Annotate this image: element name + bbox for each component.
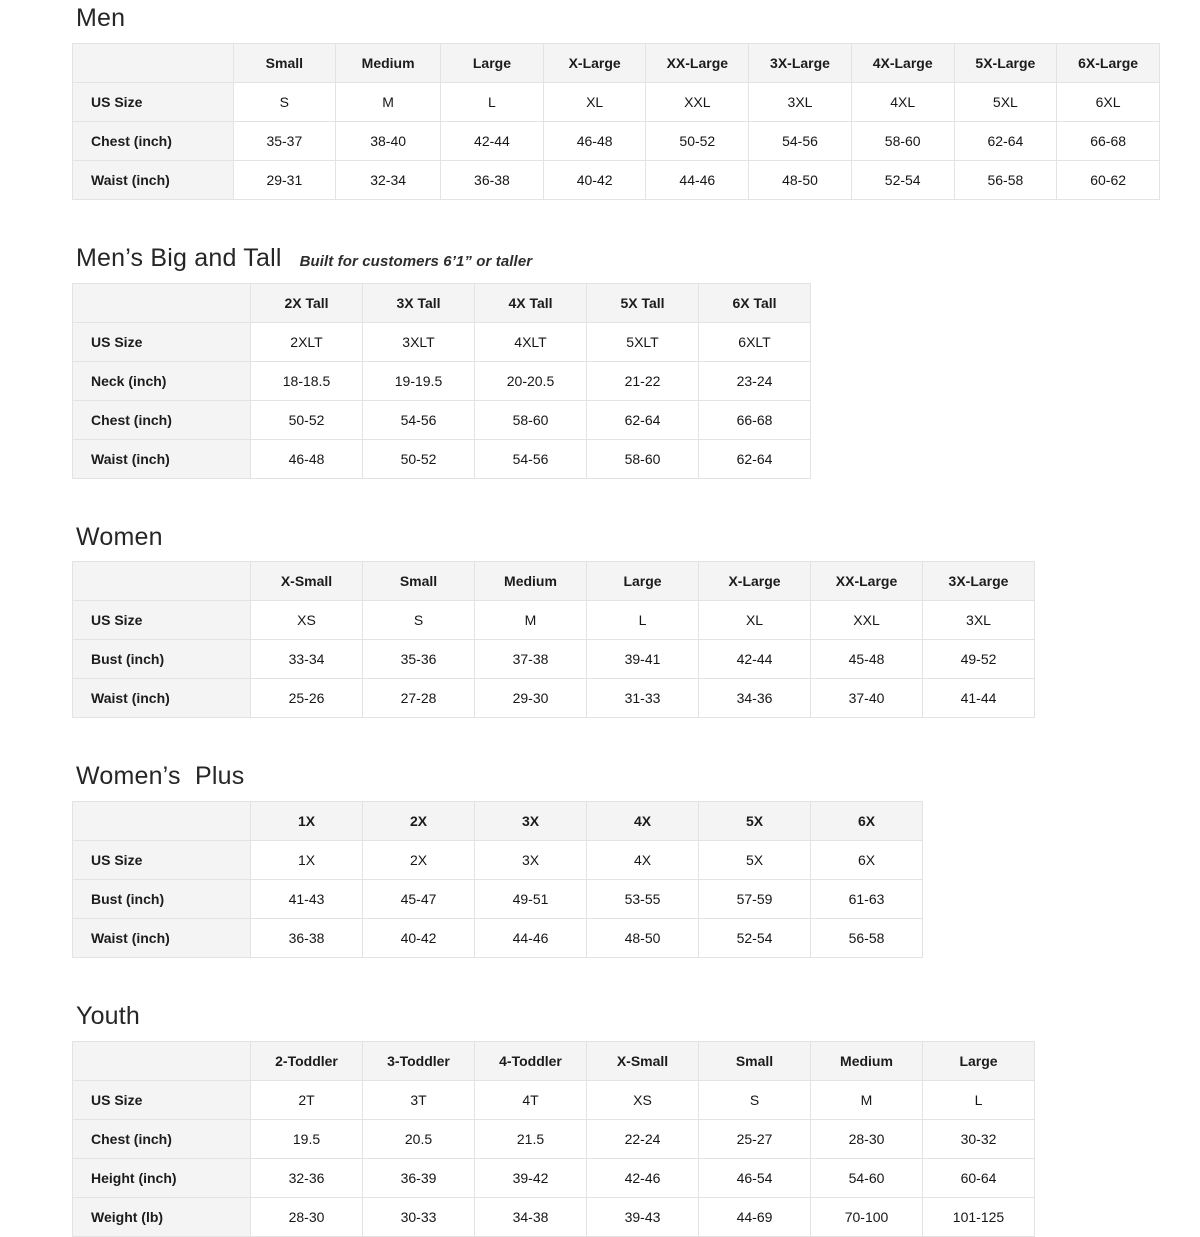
table-row bbox=[73, 400, 811, 439]
size-cell: 3XL bbox=[923, 601, 1035, 640]
column-header: 4X-Large bbox=[851, 43, 954, 82]
row-label: US Size bbox=[73, 841, 251, 880]
size-cell: 46-54 bbox=[699, 1158, 811, 1197]
size-cell: 27-28 bbox=[363, 679, 475, 718]
corner-cell bbox=[73, 1041, 251, 1080]
size-cell: 4XLT bbox=[475, 322, 587, 361]
size-table bbox=[72, 801, 923, 958]
row-label: Neck (inch) bbox=[73, 361, 251, 400]
size-cell: 101-125 bbox=[923, 1197, 1035, 1236]
size-cell: 60-64 bbox=[923, 1158, 1035, 1197]
size-cell: 3T bbox=[363, 1080, 475, 1119]
size-cell: 31-33 bbox=[587, 679, 699, 718]
column-header: X-Large bbox=[543, 43, 646, 82]
corner-cell bbox=[73, 562, 251, 601]
column-header: Large bbox=[587, 562, 699, 601]
size-cell: 52-54 bbox=[851, 160, 954, 199]
section-title-text: Women bbox=[76, 522, 163, 551]
size-cell: 56-58 bbox=[811, 919, 923, 958]
column-header: XX-Large bbox=[646, 43, 749, 82]
size-cell: 39-42 bbox=[475, 1158, 587, 1197]
section-subtitle: Built for customers 6’1” or taller bbox=[299, 252, 533, 270]
size-cell: 25-26 bbox=[251, 679, 363, 718]
size-cell: 49-51 bbox=[475, 880, 587, 919]
size-cell: 34-38 bbox=[475, 1197, 587, 1236]
size-cell: 54-56 bbox=[749, 121, 852, 160]
row-label: Chest (inch) bbox=[73, 1119, 251, 1158]
column-header: 6X-Large bbox=[1057, 43, 1160, 82]
table-row bbox=[73, 1158, 1035, 1197]
row-label: Waist (inch) bbox=[73, 919, 251, 958]
size-cell: 50-52 bbox=[646, 121, 749, 160]
size-cell: 30-32 bbox=[923, 1119, 1035, 1158]
size-cell: 44-46 bbox=[475, 919, 587, 958]
size-cell: 4T bbox=[475, 1080, 587, 1119]
size-cell: 45-48 bbox=[811, 640, 923, 679]
column-header: X-Small bbox=[251, 562, 363, 601]
column-header: Large bbox=[923, 1041, 1035, 1080]
size-cell: M bbox=[811, 1080, 923, 1119]
size-cell: 44-69 bbox=[699, 1197, 811, 1236]
row-label: Height (inch) bbox=[73, 1158, 251, 1197]
row-label: US Size bbox=[73, 1080, 251, 1119]
size-cell: 41-44 bbox=[923, 679, 1035, 718]
size-cell: 34-36 bbox=[699, 679, 811, 718]
size-cell: 2T bbox=[251, 1080, 363, 1119]
table-row bbox=[73, 880, 923, 919]
size-cell: 6XLT bbox=[699, 322, 811, 361]
size-cell: 19.5 bbox=[251, 1119, 363, 1158]
size-cell: 4XL bbox=[851, 82, 954, 121]
size-cell: 6X bbox=[811, 841, 923, 880]
size-cell: XL bbox=[543, 82, 646, 121]
size-cell: 41-43 bbox=[251, 880, 363, 919]
size-cell: 19-19.5 bbox=[363, 361, 475, 400]
table-row bbox=[73, 640, 1035, 679]
row-label: US Size bbox=[73, 601, 251, 640]
size-cell: 56-58 bbox=[954, 160, 1057, 199]
size-cell: 28-30 bbox=[251, 1197, 363, 1236]
section-title bbox=[76, 1002, 1160, 1031]
section-title-text: Men’s Big and Tall bbox=[76, 243, 282, 272]
size-cell: 39-41 bbox=[587, 640, 699, 679]
size-cell: 21-22 bbox=[587, 361, 699, 400]
column-header: 6X bbox=[811, 802, 923, 841]
size-table bbox=[72, 283, 811, 479]
column-header: Large bbox=[441, 43, 544, 82]
column-header: 3X bbox=[475, 802, 587, 841]
size-cell: 1X bbox=[251, 841, 363, 880]
size-cell: 29-31 bbox=[233, 160, 336, 199]
size-cell: 22-24 bbox=[587, 1119, 699, 1158]
column-header: XX-Large bbox=[811, 562, 923, 601]
size-cell: 58-60 bbox=[587, 439, 699, 478]
size-cell: 2X bbox=[363, 841, 475, 880]
size-cell: 40-42 bbox=[363, 919, 475, 958]
column-header: 2-Toddler bbox=[251, 1041, 363, 1080]
column-header: 2X bbox=[363, 802, 475, 841]
size-cell: 20.5 bbox=[363, 1119, 475, 1158]
table-header-row bbox=[73, 802, 923, 841]
size-cell: 62-64 bbox=[954, 121, 1057, 160]
table-row bbox=[73, 439, 811, 478]
size-cell: 48-50 bbox=[749, 160, 852, 199]
size-cell: 66-68 bbox=[1057, 121, 1160, 160]
size-cell: 30-33 bbox=[363, 1197, 475, 1236]
table-row bbox=[73, 121, 1160, 160]
row-label: Chest (inch) bbox=[73, 400, 251, 439]
size-cell: 70-100 bbox=[811, 1197, 923, 1236]
size-cell: 2XLT bbox=[251, 322, 363, 361]
column-header: 5X bbox=[699, 802, 811, 841]
size-cell: 54-56 bbox=[363, 400, 475, 439]
table-row bbox=[73, 841, 923, 880]
table-row bbox=[73, 919, 923, 958]
column-header: 3X-Large bbox=[749, 43, 852, 82]
size-section-mens-big-and-tall bbox=[72, 244, 1160, 479]
size-table bbox=[72, 43, 1160, 200]
size-cell: 50-52 bbox=[251, 400, 363, 439]
size-cell: 49-52 bbox=[923, 640, 1035, 679]
size-cell: 46-48 bbox=[251, 439, 363, 478]
size-cell: 25-27 bbox=[699, 1119, 811, 1158]
column-header: 4-Toddler bbox=[475, 1041, 587, 1080]
size-cell: 44-46 bbox=[646, 160, 749, 199]
size-cell: 62-64 bbox=[699, 439, 811, 478]
size-cell: 3X bbox=[475, 841, 587, 880]
size-cell: 20-20.5 bbox=[475, 361, 587, 400]
column-header: 4X Tall bbox=[475, 283, 587, 322]
size-cell: 40-42 bbox=[543, 160, 646, 199]
table-row bbox=[73, 1119, 1035, 1158]
column-header: X-Large bbox=[699, 562, 811, 601]
size-cell: 4X bbox=[587, 841, 699, 880]
size-cell: 33-34 bbox=[251, 640, 363, 679]
size-cell: 6XL bbox=[1057, 82, 1160, 121]
size-cell: 23-24 bbox=[699, 361, 811, 400]
row-label: US Size bbox=[73, 82, 234, 121]
size-section-womens-plus bbox=[72, 762, 1160, 958]
column-header: Medium bbox=[811, 1041, 923, 1080]
size-table bbox=[72, 1041, 1035, 1237]
size-cell: S bbox=[363, 601, 475, 640]
row-label: Bust (inch) bbox=[73, 640, 251, 679]
row-label: Waist (inch) bbox=[73, 439, 251, 478]
size-cell: M bbox=[475, 601, 587, 640]
column-header: Small bbox=[233, 43, 336, 82]
size-cell: L bbox=[923, 1080, 1035, 1119]
size-cell: 38-40 bbox=[336, 121, 441, 160]
size-cell: 57-59 bbox=[699, 880, 811, 919]
size-cell: 52-54 bbox=[699, 919, 811, 958]
size-cell: 36-38 bbox=[251, 919, 363, 958]
size-cell: 32-34 bbox=[336, 160, 441, 199]
column-header: Medium bbox=[475, 562, 587, 601]
size-cell: 58-60 bbox=[475, 400, 587, 439]
corner-cell bbox=[73, 802, 251, 841]
size-cell: 54-56 bbox=[475, 439, 587, 478]
table-row bbox=[73, 322, 811, 361]
row-label: US Size bbox=[73, 322, 251, 361]
table-row bbox=[73, 160, 1160, 199]
size-cell: 5X bbox=[699, 841, 811, 880]
size-cell: 3XL bbox=[749, 82, 852, 121]
size-cell: L bbox=[441, 82, 544, 121]
size-cell: 5XLT bbox=[587, 322, 699, 361]
column-header: 2X Tall bbox=[251, 283, 363, 322]
size-cell: S bbox=[699, 1080, 811, 1119]
size-cell: 62-64 bbox=[587, 400, 699, 439]
column-header: 5X Tall bbox=[587, 283, 699, 322]
column-header: Small bbox=[363, 562, 475, 601]
corner-cell bbox=[73, 283, 251, 322]
row-label: Waist (inch) bbox=[73, 679, 251, 718]
table-row bbox=[73, 361, 811, 400]
size-cell: XL bbox=[699, 601, 811, 640]
size-cell: S bbox=[233, 82, 336, 121]
table-row bbox=[73, 82, 1160, 121]
size-section-men bbox=[72, 4, 1160, 200]
column-header: X-Small bbox=[587, 1041, 699, 1080]
size-cell: 35-36 bbox=[363, 640, 475, 679]
size-cell: XS bbox=[587, 1080, 699, 1119]
size-cell: XXL bbox=[811, 601, 923, 640]
size-cell: 42-44 bbox=[699, 640, 811, 679]
column-header: 3-Toddler bbox=[363, 1041, 475, 1080]
row-label: Waist (inch) bbox=[73, 160, 234, 199]
column-header: 5X-Large bbox=[954, 43, 1057, 82]
size-cell: 21.5 bbox=[475, 1119, 587, 1158]
size-cell: 60-62 bbox=[1057, 160, 1160, 199]
size-cell: 45-47 bbox=[363, 880, 475, 919]
table-header-row bbox=[73, 562, 1035, 601]
column-header: Small bbox=[699, 1041, 811, 1080]
size-cell: 3XLT bbox=[363, 322, 475, 361]
table-row bbox=[73, 679, 1035, 718]
column-header: 6X Tall bbox=[699, 283, 811, 322]
table-row bbox=[73, 601, 1035, 640]
size-cell: 48-50 bbox=[587, 919, 699, 958]
size-cell: 58-60 bbox=[851, 121, 954, 160]
size-cell: 28-30 bbox=[811, 1119, 923, 1158]
size-cell: 61-63 bbox=[811, 880, 923, 919]
size-cell: 46-48 bbox=[543, 121, 646, 160]
size-cell: 37-40 bbox=[811, 679, 923, 718]
size-table bbox=[72, 561, 1035, 718]
table-header-row bbox=[73, 43, 1160, 82]
size-cell: 36-38 bbox=[441, 160, 544, 199]
section-title bbox=[76, 523, 1160, 552]
section-title bbox=[76, 762, 1160, 791]
table-row bbox=[73, 1197, 1035, 1236]
column-header: Medium bbox=[336, 43, 441, 82]
sections-container bbox=[72, 4, 1160, 1237]
corner-cell bbox=[73, 43, 234, 82]
size-cell: 36-39 bbox=[363, 1158, 475, 1197]
size-cell: 53-55 bbox=[587, 880, 699, 919]
size-section-women bbox=[72, 523, 1160, 719]
section-title-text: Youth bbox=[76, 1002, 141, 1030]
size-cell: 29-30 bbox=[475, 679, 587, 718]
section-title-text: Men bbox=[76, 4, 126, 32]
column-header: 3X-Large bbox=[923, 562, 1035, 601]
size-cell: 5XL bbox=[954, 82, 1057, 121]
table-row bbox=[73, 1080, 1035, 1119]
size-cell: 35-37 bbox=[233, 121, 336, 160]
size-cell: 32-36 bbox=[251, 1158, 363, 1197]
table-header-row bbox=[73, 1041, 1035, 1080]
column-header: 3X Tall bbox=[363, 283, 475, 322]
column-header: 4X bbox=[587, 802, 699, 841]
row-label: Weight (lb) bbox=[73, 1197, 251, 1236]
table-header-row bbox=[73, 283, 811, 322]
size-cell: 18-18.5 bbox=[251, 361, 363, 400]
section-title bbox=[76, 4, 1160, 33]
size-cell: 42-44 bbox=[441, 121, 544, 160]
row-label: Chest (inch) bbox=[73, 121, 234, 160]
size-cell: L bbox=[587, 601, 699, 640]
size-cell: XXL bbox=[646, 82, 749, 121]
size-cell: 39-43 bbox=[587, 1197, 699, 1236]
size-cell: 54-60 bbox=[811, 1158, 923, 1197]
column-header: 1X bbox=[251, 802, 363, 841]
row-label: Bust (inch) bbox=[73, 880, 251, 919]
section-title bbox=[76, 244, 1160, 273]
section-title-text: Women’s Plus bbox=[76, 762, 245, 791]
size-cell: 50-52 bbox=[363, 439, 475, 478]
size-cell: M bbox=[336, 82, 441, 121]
size-section-youth bbox=[72, 1002, 1160, 1237]
size-cell: 42-46 bbox=[587, 1158, 699, 1197]
size-cell: XS bbox=[251, 601, 363, 640]
size-cell: 66-68 bbox=[699, 400, 811, 439]
size-cell: 37-38 bbox=[475, 640, 587, 679]
